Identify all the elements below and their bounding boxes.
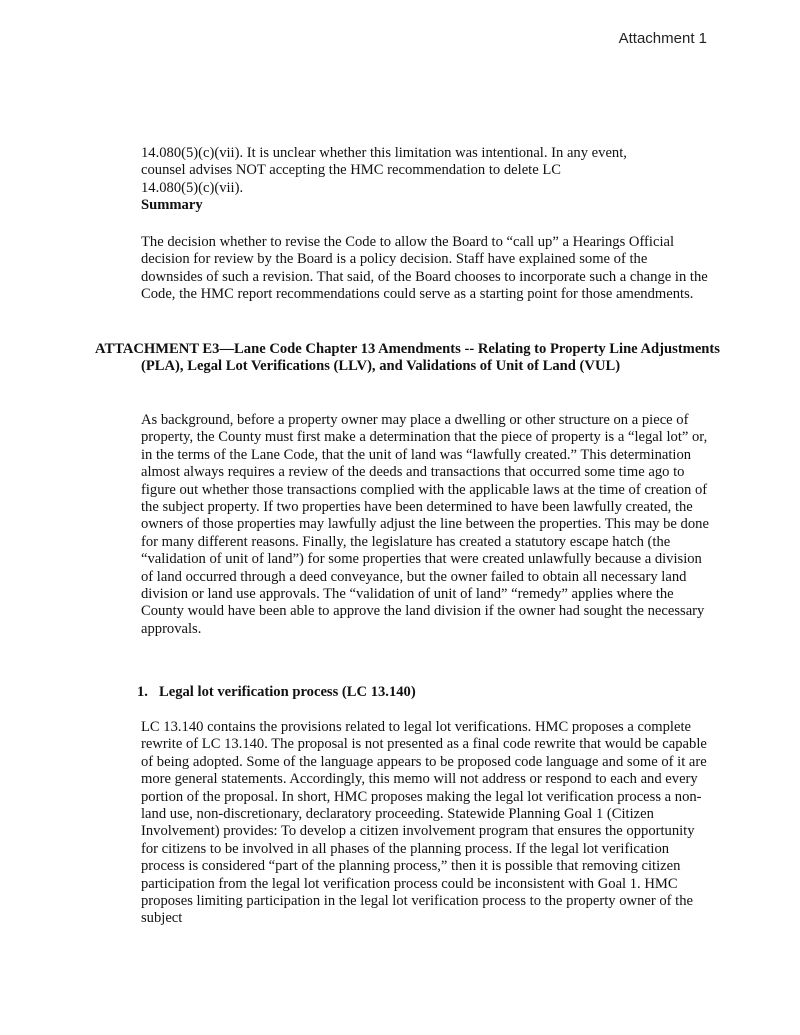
summary-paragraph: The decision whether to revise the Code to allow the Board to “call up” a Hearings Official decision for review by the Board is a policy decision. Staff have explained some of the downsides of such a revision. That said, of the Board chooses to incorporate such a change in the Code, the HMC report recommendations could serve as a starting point for those amendments. bbox=[141, 234, 708, 303]
section-1-title: Legal lot verification process (LC 13.140) bbox=[159, 684, 416, 700]
intro-line-2: counsel advises NOT accepting the HMC recommendation to delete LC bbox=[141, 162, 561, 179]
attachment-e3-heading: ATTACHMENT E3—Lane Code Chapter 13 Amendments -- Relating to Property Line Adjustments (PLA), Legal Lot Verifications (LLV), and Validations of Unit of Land (VUL) bbox=[95, 341, 720, 375]
intro-block bbox=[141, 145, 709, 215]
section-1-number: 1. bbox=[137, 684, 148, 700]
section-1-heading bbox=[137, 684, 416, 701]
section-1-paragraph: LC 13.140 contains the provisions related to legal lot verifications. HMC proposes a complete rewrite of LC 13.140. The proposal is not presented as a final code rewrite that would be capable of being adopted. Some of the language appears to be proposed code language and some of it are more general statements. Accordingly, this memo will not address or respond to each and every portion of the proposal. In short, HMC proposes making the legal lot verification process a non-land use, non-discretionary, declaratory proceeding. Statewide Planning Goal 1 (Citizen Involvement) provides: To develop a citizen involvement program that ensures the opportunity for citizens to be involved in all phases of the planning process. If the legal lot verification process is considered “part of the planning process,” then it is possible that removing citizen participation from the legal lot verification process could be inconsistent with Goal 1. HMC proposes limiting participation in the legal lot verification process to the property owner of the subject bbox=[141, 719, 707, 927]
intro-line-3: 14.080(5)(c)(vii). bbox=[141, 179, 244, 196]
attachment-label: Attachment 1 bbox=[618, 30, 707, 47]
intro-line-1: 14.080(5)(c)(vii). It is unclear whether this limitation was intentional. In any event, bbox=[141, 145, 627, 161]
background-paragraph: As background, before a property owner may place a dwelling or other structure on a piece of property, the County must first make a determination that the piece of property is a “legal lot” or, in the terms of the Lane Code, that the unit of land was “lawfully created.” This determination almost always requires a review of the deeds and transactions that occurred some time ago to figure out whether those transactions complied with the applicable laws at the time of creation of the subject property. If two properties have been determined to have been lawfully created, the owners of those properties may lawfully adjust the line between the properties. This may be done for many different reasons. Finally, the legislature has created a statutory escape hatch (the “validation of unit of land”) for some properties that were created unlawfully because a division of land occurred through a deed conveyance, but the owner failed to obtain all necessary land division or land use approvals. The “validation of unit of land” “remedy” applies where the County would have been able to approve the land division if the owner had sought the necessary approvals. bbox=[141, 412, 709, 637]
summary-heading: Summary bbox=[141, 197, 203, 214]
